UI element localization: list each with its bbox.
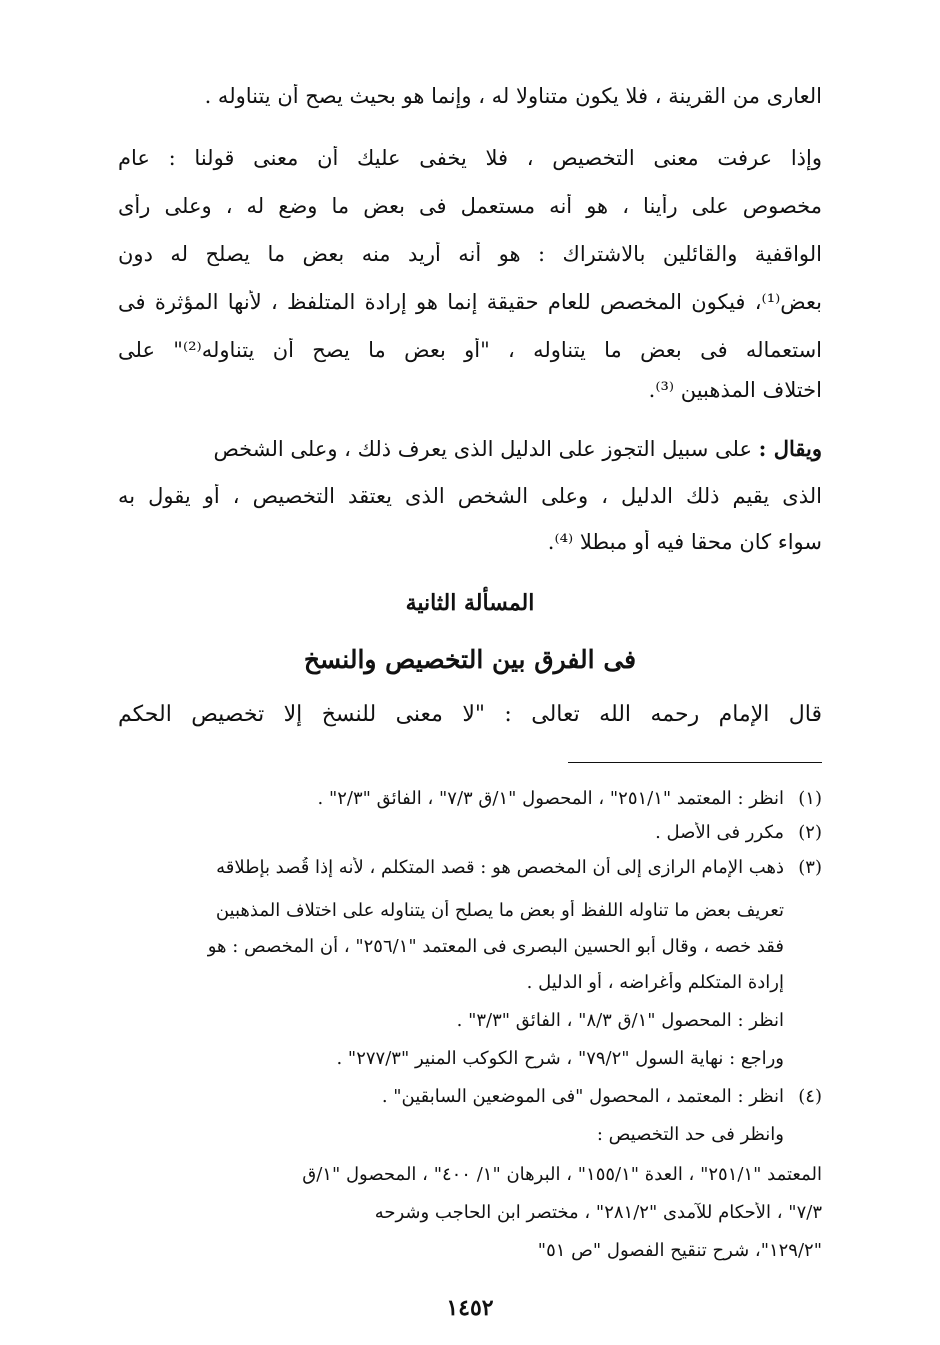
section-subtitle: فى الفرق بين التخصيص والنسخ [303, 645, 637, 674]
body-line: الواقفية والقائلين بالاشتراك : هو أنه أريد منه بعض ما يصلح له دون [118, 242, 822, 266]
footnote-divider [568, 762, 822, 763]
body-line: الذى يقيم ذلك الدليل ، وعلى الشخص الذى يعتقد التخصيص ، أو يقول به [118, 484, 822, 508]
footnote-number: (٣) [798, 857, 822, 878]
section-heading: المسألة الثانية [405, 590, 535, 616]
footnote-number: (٤) [798, 1086, 822, 1107]
footnote-4-line [118, 1124, 822, 1150]
footnote-text: انظر : المعتمد ، المحصول "فى الموضعين السابقين" . [381, 1086, 784, 1107]
footnote-3 [118, 857, 822, 883]
footnote-text: المعتمد "٢٥١/١" ، العدة "١٥٥/١" ، البرهان "١/ ٤٠٠" ، المحصول "١/ق [302, 1164, 822, 1185]
footnote-text: مكرر فى الأصل . [655, 822, 784, 843]
quote-line: قال الإمام رحمه الله تعالى : "لا معنى للنسخ إلا تخصيص الحكم [118, 702, 822, 727]
yuqal-text: على سبيل التجوز على الدليل الذى يعرف ذلك ، وعلى الشخص [213, 437, 752, 461]
footnote-number: (٢) [798, 822, 822, 843]
body-line: بعض⁽¹⁾، فيكون المخصص للعام حقيقة إنما هو إرادة المتلفظ ، لأنها المؤثرة فى [118, 290, 822, 314]
footnote-text: تعريف بعض ما تناوله اللفظ أو بعض ما يصلح أن يتناوله على اختلاف المذهبين [215, 900, 784, 921]
footnote-text: ذهب الإمام الرازى إلى أن المخصص هو : قصد المتكلم ، لأنه إذا قُصد بإطلاقه [216, 857, 784, 878]
footnote-4-line [118, 1202, 822, 1228]
footnote-4-line [118, 1164, 822, 1190]
footnote-text: "١٢٩/٢"، شرح تنقيح الفصول "ص ٥١" [537, 1240, 822, 1261]
footnote-text: انظر : المحصول "١/ق ٨/٣" ، الفائق "٣/٣" . [456, 1010, 784, 1031]
footnote-text: فقد خصه ، وقال أبو الحسين البصرى فى المعتمد "٢٥٦/١" ، أن المخصص : هو [207, 936, 784, 957]
body-line: وإذا عرفت معنى التخصيص ، فلا يخفى عليك أن معنى قولنا : عام [118, 146, 822, 170]
body-line: سواء كان محقا فيه أو مبطلا ⁽⁴⁾. [547, 530, 822, 554]
footnote-text: انظر : المعتمد "٢٥١/١" ، المحصول "١/ق ٧/٣" ، الفائق "٢/٣" . [317, 788, 784, 809]
footnote-4-line [118, 1240, 822, 1266]
footnote-1 [118, 788, 822, 814]
footnote-text: إرادة المتكلم وأغراضه ، أو الدليل . [526, 972, 784, 993]
body-line: اختلاف المذهبين ⁽³⁾. [648, 378, 822, 402]
body-line: مخصوص على رأينا ، هو أنه مستعمل فى بعض ما وضع له ، وعلى رأى [118, 194, 822, 218]
footnote-3-line [118, 1048, 822, 1074]
yuqal-line [118, 436, 822, 462]
page-number: ١٤٥٢ [446, 1295, 494, 1321]
footnote-3-line [118, 936, 822, 962]
footnote-3-line [118, 1010, 822, 1036]
footnote-text: ٧/٣" ، الأحكام للآمدى "٢٨١/٢" ، مختصر ابن الحاجب وشرحه [374, 1202, 822, 1223]
footnote-text: وراجع : نهاية السول "٧٩/٢" ، شرح الكوكب المنير "٢٧٧/٣" . [336, 1048, 784, 1069]
body-line: استعماله فى بعض ما يتناوله ، "أو بعض ما يصح أن يتناوله⁽²⁾" على [118, 338, 822, 362]
footnote-text: وانظر فى حد التخصيص : [596, 1124, 784, 1145]
yuqal-label: ويقال : [758, 436, 822, 461]
footnote-number: (١) [798, 788, 822, 809]
footnote-2 [118, 822, 822, 848]
footnote-4 [118, 1086, 822, 1112]
body-line: العارى من القرينة ، فلا يكون متناولا له ، وإنما هو بحيث يصح أن يتناوله . [204, 84, 822, 108]
footnote-3-line [118, 972, 822, 998]
footnote-3-line [118, 900, 822, 926]
